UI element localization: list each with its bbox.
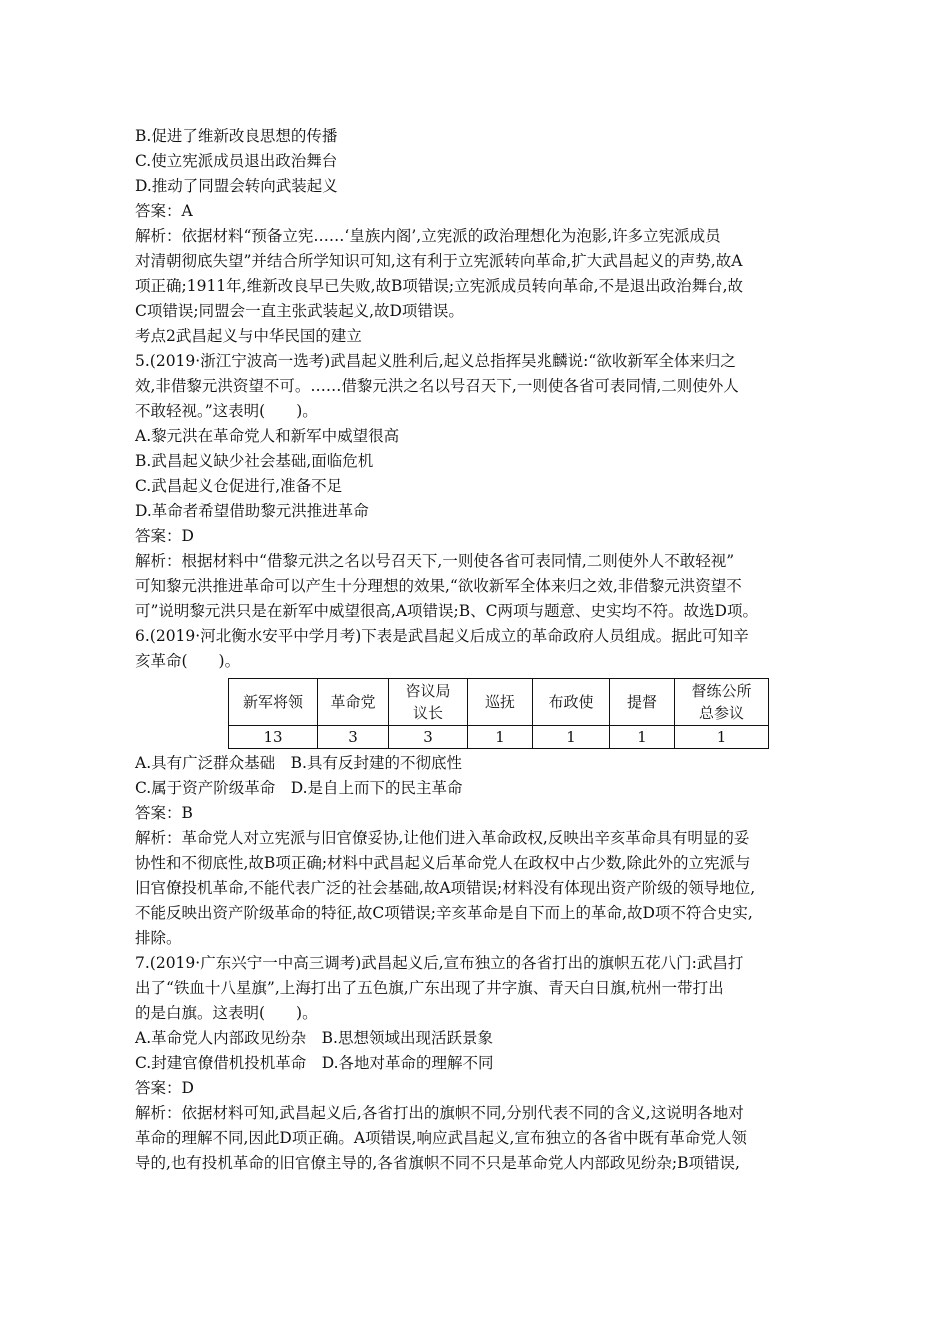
table-header-cell — [389, 679, 468, 726]
text-block-bottom — [135, 751, 825, 1176]
text-line: 考点2武昌起义与中华民国的建立 — [135, 327, 362, 345]
text-line: 不敢轻视。”这表明( )。 — [135, 402, 318, 420]
table-header-text: 革命党 — [330, 693, 376, 711]
text-line: C.武昌起义仓促进行,准备不足 — [135, 477, 343, 495]
text-line: 6.(2019·河北衡水安平中学月考)下表是武昌起义后成立的革命政府人员组成。据此可知辛 — [135, 627, 749, 645]
text-line: A.具有广泛群众基础 B.具有反封建的不彻底性 — [135, 754, 462, 772]
table-header-text: 议长 — [412, 704, 443, 722]
text-line: 效,非借黎元洪资望不可。……借黎元洪之名以号召天下,一则使各省可表同情,二则使外人 — [135, 377, 739, 395]
text-line: 答案：B — [135, 804, 193, 822]
text-line: B.武昌起义缺少社会基础,面临危机 — [135, 452, 374, 470]
text-line: C.封建官僚借机投机革命 D.各地对革命的理解不同 — [135, 1054, 494, 1072]
text-line: 解析：依据材料“预备立宪……‘皇族内阁’,立宪派的政治理想化为泡影,许多立宪派成员 — [135, 227, 721, 245]
text-line: 协性和不彻底性,故B项正确;材料中武昌起义后革命党人在政权中占少数,除此外的立宪派与 — [135, 854, 751, 872]
text-line: 排除。 — [135, 929, 182, 947]
text-line: 的是白旗。这表明( )。 — [135, 1004, 318, 1022]
table-header-cell — [318, 679, 389, 726]
text-line: 出了“铁血十八星旗”,上海打出了五色旗,广东出现了井字旗、青天白日旗,杭州一带打出 — [135, 979, 724, 997]
text-line: 旧官僚投机革命,不能代表广泛的社会基础,故A项错误;材料没有体现出资产阶级的领导地位, — [135, 879, 756, 897]
text-line: D.推动了同盟会转向武装起义 — [135, 177, 338, 195]
text-line: D.革命者希望借助黎元洪推进革命 — [135, 502, 369, 520]
table-header-text: 提督 — [626, 693, 657, 711]
text-line: 答案：D — [135, 527, 194, 545]
text-line: C.使立宪派成员退出政治舞台 — [135, 152, 338, 170]
text-line: B.促进了维新改良思想的传播 — [135, 127, 338, 145]
table-value-cell: 3 — [318, 726, 389, 749]
table-value-cell: 1 — [675, 726, 769, 749]
table-header-text: 巡抚 — [484, 693, 515, 711]
text-line: A.黎元洪在革命党人和新军中威望很高 — [135, 427, 400, 445]
text-line: 项正确;1911年,维新改良早已失败,故B项错误;立宪派成员转向革命,不是退出政治舞台,故 — [135, 277, 743, 295]
text-line: 5.(2019·浙江宁波高一选考)武昌起义胜利后,起义总指挥吴兆麟说:“欲收新军全体来归之 — [135, 352, 736, 370]
table-header-cell — [229, 679, 318, 726]
text-line: 导的,也有投机革命的旧官僚主导的,各省旗帜不同不只是革命党人内部政见纷杂;B项错误, — [135, 1154, 740, 1172]
government-composition-table — [228, 678, 769, 749]
text-line: 解析：依据材料可知,武昌起义后,各省打出的旗帜不同,分别代表不同的含义,这说明各地对 — [135, 1104, 744, 1122]
table-value-cell: 1 — [610, 726, 675, 749]
text-line: A.革命党人内部政见纷杂 B.思想领域出现活跃景象 — [135, 1029, 493, 1047]
table-container — [228, 678, 825, 749]
text-line: 解析：根据材料中“借黎元洪之名以号召天下,一则使各省可表同情,二则使外人不敢轻视” — [135, 552, 735, 570]
table-header-text: 布政使 — [548, 693, 594, 711]
table-header-text: 总参议 — [698, 704, 744, 722]
table-value-cell: 3 — [389, 726, 468, 749]
text-line: 可知黎元洪推进革命可以产生十分理想的效果,“欲收新军全体来归之效,非借黎元洪资望不 — [135, 577, 742, 595]
text-line: C.属于资产阶级革命 D.是自上而下的民主革命 — [135, 779, 463, 797]
table-header-row — [229, 679, 769, 726]
table-value-cell: 1 — [533, 726, 610, 749]
text-line: 不能反映出资产阶级革命的特征,故C项错误;辛亥革命是自下而上的革命,故D项不符合史实, — [135, 904, 753, 922]
table-header-cell — [675, 679, 769, 726]
table-header-text: 咨议局 — [405, 682, 451, 700]
table-header-text: 新军将领 — [242, 693, 303, 711]
table-header-cell — [610, 679, 675, 726]
text-line: 答案：D — [135, 1079, 194, 1097]
table-value-row — [229, 726, 769, 749]
text-line: 解析：革命党人对立宪派与旧官僚妥协,让他们进入革命政权,反映出辛亥革命具有明显的妥 — [135, 829, 750, 847]
text-line: C项错误;同盟会一直主张武装起义,故D项错误。 — [135, 302, 464, 320]
table-value-cell: 1 — [468, 726, 533, 749]
text-line: 对清朝彻底失望”并结合所学知识可知,这有利于立宪派转向革命,扩大武昌起义的声势,故A — [135, 252, 743, 270]
table-value-cell: 13 — [229, 726, 318, 749]
document-body — [135, 124, 825, 1176]
table-header-cell — [533, 679, 610, 726]
table-header-cell — [468, 679, 533, 726]
text-line: 答案：A — [135, 202, 193, 220]
text-line: 革命的理解不同,因此D项正确。A项错误,响应武昌起义,宣布独立的各省中既有革命党人领 — [135, 1129, 747, 1147]
table-header-text: 督练公所 — [691, 682, 752, 700]
text-line: 7.(2019·广东兴宁一中高三调考)武昌起义后,宣布独立的各省打出的旗帜五花八门:武昌打 — [135, 954, 744, 972]
text-line: 亥革命( )。 — [135, 652, 241, 670]
text-line: 可”说明黎元洪只是在新军中威望很高,A项错误;B、C两项与题意、史实均不符。故选D项。 — [135, 602, 758, 620]
text-block-top — [135, 124, 825, 674]
